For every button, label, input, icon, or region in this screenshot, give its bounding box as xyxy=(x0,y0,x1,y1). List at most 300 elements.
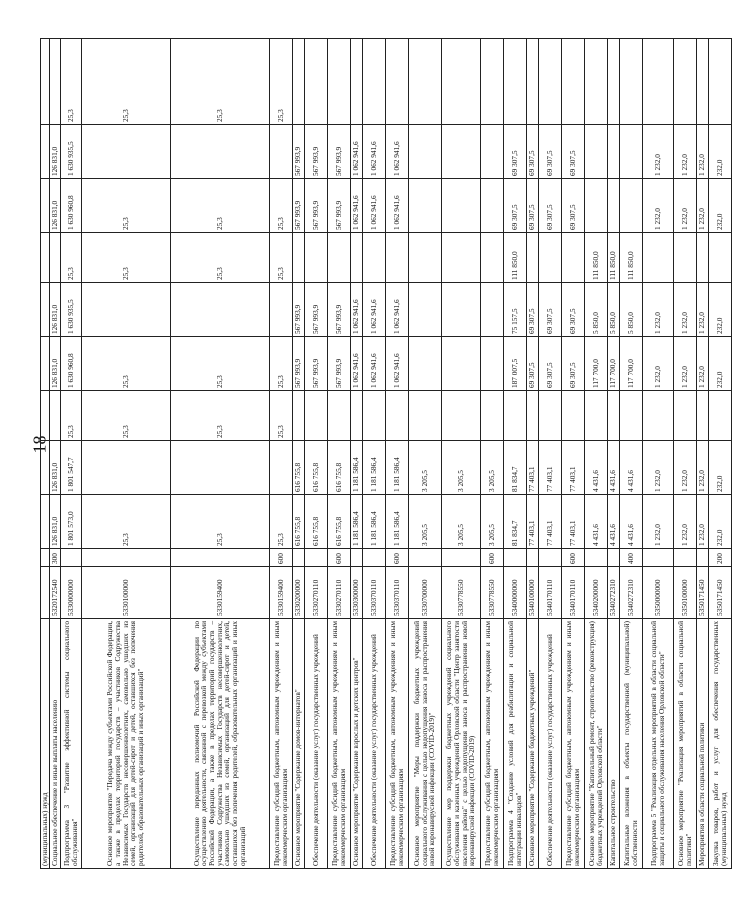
table-row xyxy=(269,39,292,869)
row-value xyxy=(441,233,480,283)
row-value: 4 431,6 xyxy=(619,441,642,495)
row-value: 25,3 xyxy=(60,233,81,283)
row-vr xyxy=(60,549,81,567)
row-name: Основное мероприятие "Реализация мероприятий в области социальной политики" xyxy=(673,619,696,869)
row-vr: 600 xyxy=(327,549,350,567)
row-value xyxy=(41,441,50,495)
row-value: 1 232,0 xyxy=(642,337,673,391)
row-value: 25,3 xyxy=(269,495,292,549)
row-value: 3 205,5 xyxy=(408,495,441,549)
row-value xyxy=(41,391,50,441)
row-value xyxy=(408,391,441,441)
table-row xyxy=(673,39,696,869)
row-value: 126 831,0 xyxy=(50,441,61,495)
row-name: Обеспечение деятельности (оказание услуг) государственных учреждений xyxy=(304,619,327,869)
table-row xyxy=(503,39,526,869)
row-value: 232,0 xyxy=(708,337,731,391)
row-value: 567 993,9 xyxy=(327,283,350,337)
row-name: Обеспечение деятельности (оказание услуг) государственных учреждений xyxy=(362,619,385,869)
row-value: 232,0 xyxy=(708,179,731,233)
row-value: 126 831,0 xyxy=(50,495,61,549)
row-value xyxy=(327,233,350,283)
row-value xyxy=(480,39,503,125)
row-value: 126 831,0 xyxy=(50,283,61,337)
row-vr: 400 xyxy=(619,549,642,567)
row-value xyxy=(81,441,170,495)
row-vr xyxy=(503,549,526,567)
row-name: Предоставление субсидий бюджетным, автономным учреждениям и иным некоммерческим организациям xyxy=(561,619,584,869)
row-value: 25,3 xyxy=(170,39,269,125)
row-value xyxy=(538,39,561,125)
row-value: 187 007,5 xyxy=(503,337,526,391)
row-value: 1 232,0 xyxy=(642,441,673,495)
row-value xyxy=(642,39,673,125)
row-value: 117 700,0 xyxy=(584,337,607,391)
row-value: 1 232,0 xyxy=(642,495,673,549)
table-row xyxy=(561,39,584,869)
row-value: 567 993,9 xyxy=(327,337,350,391)
row-value xyxy=(327,391,350,441)
row-value: 1 630 935,5 xyxy=(60,283,81,337)
table-row xyxy=(362,39,385,869)
row-value xyxy=(441,39,480,125)
row-value: 567 993,9 xyxy=(304,179,327,233)
table-row xyxy=(441,39,480,869)
row-value xyxy=(385,391,408,441)
row-value: 69 307,5 xyxy=(526,337,538,391)
row-value xyxy=(292,391,304,441)
page-number: 18 xyxy=(29,435,50,454)
row-name: Осуществление мер поддержки бюджетных учреждений социального обслуживания и казенных учреждений Орловской области "Центр занятости населения района" с целью недопущения заноса и распространения новой коронавирусной инфекции (COVID-2019) xyxy=(441,619,480,869)
row-value: 1 801 547,7 xyxy=(60,441,81,495)
row-value: 25,3 xyxy=(269,337,292,391)
row-value: 75 157,5 xyxy=(503,283,526,337)
table-row xyxy=(584,39,607,869)
row-value xyxy=(480,337,503,391)
row-vr xyxy=(538,549,561,567)
table-row xyxy=(696,39,708,869)
table-row xyxy=(642,39,673,869)
row-value: 25,3 xyxy=(170,495,269,549)
row-vr xyxy=(41,549,50,567)
row-value: 77 403,1 xyxy=(538,495,561,549)
row-value: 69 307,5 xyxy=(503,125,526,179)
row-value: 4 431,6 xyxy=(619,495,642,549)
table-row xyxy=(50,39,61,869)
row-value xyxy=(292,233,304,283)
row-name: Подпрограмма 4 "Создание условий для реабилитации и социальной интеграции инвалидов" xyxy=(503,619,526,869)
row-code: 5340272310 xyxy=(607,567,619,619)
row-code: 5350000000 xyxy=(642,567,673,619)
table-row xyxy=(408,39,441,869)
row-vr xyxy=(584,549,607,567)
row-value: 1 181 586,4 xyxy=(362,495,385,549)
row-value xyxy=(673,233,696,283)
row-value: 1 630 960,8 xyxy=(60,179,81,233)
row-value: 25,3 xyxy=(81,391,170,441)
row-value: 25,3 xyxy=(60,391,81,441)
row-vr xyxy=(292,549,304,567)
row-code: 5330700000 xyxy=(408,567,441,619)
row-vr xyxy=(350,549,362,567)
row-value: 1 630 960,8 xyxy=(60,337,81,391)
row-value xyxy=(170,283,269,337)
row-value: 1 062 941,6 xyxy=(362,283,385,337)
row-vr xyxy=(673,549,696,567)
row-value: 81 834,7 xyxy=(503,495,526,549)
row-name: Предоставление субсидий бюджетным, автономным учреждениям и иным некоммерческим организациям xyxy=(480,619,503,869)
row-name: Основное мероприятие "Меры поддержки бюджетных учреждений социального обслуживания с целью недопущения заноса и распространения новой коронавирусной инфекции (COVID-2019)" xyxy=(408,619,441,869)
row-value: 111 850,0 xyxy=(619,233,642,283)
row-code: 5330300000 xyxy=(350,567,362,619)
row-value: 25,3 xyxy=(81,179,170,233)
row-value xyxy=(385,233,408,283)
row-value: 77 403,1 xyxy=(561,441,584,495)
row-code: 5330778550 xyxy=(441,567,480,619)
row-vr xyxy=(526,549,538,567)
row-value xyxy=(81,283,170,337)
row-value xyxy=(269,125,292,179)
row-value: 69 307,5 xyxy=(538,179,561,233)
row-value xyxy=(408,179,441,233)
row-value xyxy=(81,125,170,179)
row-value: 232,0 xyxy=(708,283,731,337)
row-value: 69 307,5 xyxy=(503,179,526,233)
row-value: 77 403,1 xyxy=(526,495,538,549)
row-value xyxy=(441,125,480,179)
row-code: 5350100000 xyxy=(673,567,696,619)
row-value: 69 307,5 xyxy=(561,283,584,337)
row-value xyxy=(385,39,408,125)
row-vr: 600 xyxy=(269,549,292,567)
row-name: Основное мероприятие "Содержание взрослых и детских центров" xyxy=(350,619,362,869)
row-value: 616 755,8 xyxy=(304,441,327,495)
row-value: 1 062 941,6 xyxy=(350,179,362,233)
row-value xyxy=(673,39,696,125)
row-value: 25,3 xyxy=(269,179,292,233)
row-value xyxy=(41,283,50,337)
row-value xyxy=(584,125,607,179)
row-value xyxy=(584,179,607,233)
row-name: Осуществление переданных полномочий Российской Федерации по осуществлению деятельности, связанной с перевозкой между субъектами Российской Федерации, а также в пределах территорий государств – участников Содружества Независимых Государств несовершеннолетних, самовольно ушедших из семей, организаций для детей-сирот и детей, оставшихся без попечения родителей, образовательных организаций и иных организаций xyxy=(170,619,269,869)
row-value: 1 232,0 xyxy=(673,283,696,337)
row-value: 77 403,1 xyxy=(538,441,561,495)
row-value xyxy=(696,39,708,125)
row-value: 1 062 941,6 xyxy=(385,337,408,391)
row-vr: 200 xyxy=(708,549,731,567)
row-value: 5 850,0 xyxy=(584,283,607,337)
row-vr xyxy=(607,549,619,567)
row-value: 1 062 941,6 xyxy=(350,125,362,179)
row-name: Капитальные вложения в объекты государственной (муниципальной) собственности xyxy=(619,619,642,869)
row-code: 5330100000 xyxy=(81,567,170,619)
table-row xyxy=(170,39,269,869)
table-row xyxy=(41,39,50,869)
row-value: 567 993,9 xyxy=(304,125,327,179)
row-code: 5330159400 xyxy=(269,567,292,619)
table-row xyxy=(385,39,408,869)
row-value xyxy=(696,391,708,441)
row-value xyxy=(408,283,441,337)
row-code: 5330270110 xyxy=(327,567,350,619)
row-value: 3 205,5 xyxy=(441,441,480,495)
row-value: 69 307,5 xyxy=(538,283,561,337)
row-value: 111 850,0 xyxy=(503,233,526,283)
row-value xyxy=(607,391,619,441)
row-value xyxy=(350,391,362,441)
row-value: 3 205,5 xyxy=(408,441,441,495)
row-name: Предоставление субсидий бюджетным, автономным учреждениям и иным некоммерческим организациям xyxy=(269,619,292,869)
row-value xyxy=(503,39,526,125)
row-value xyxy=(526,39,538,125)
row-value xyxy=(480,233,503,283)
row-value xyxy=(607,125,619,179)
row-value: 1 062 941,6 xyxy=(385,125,408,179)
row-value: 81 834,7 xyxy=(503,441,526,495)
row-value xyxy=(503,391,526,441)
row-value: 1 062 941,6 xyxy=(350,337,362,391)
row-value: 25,3 xyxy=(170,179,269,233)
row-value: 5 850,0 xyxy=(607,283,619,337)
row-vr xyxy=(642,549,673,567)
row-value: 25,3 xyxy=(60,39,81,125)
row-value xyxy=(50,391,61,441)
row-value xyxy=(607,179,619,233)
row-code: 5330159400 xyxy=(170,567,269,619)
row-value: 117 700,0 xyxy=(607,337,619,391)
table-row xyxy=(526,39,538,869)
row-value: 126 831,0 xyxy=(50,179,61,233)
row-value xyxy=(584,39,607,125)
row-code: 5350171450 xyxy=(696,567,708,619)
row-value: 567 993,9 xyxy=(327,125,350,179)
row-value: 616 755,8 xyxy=(327,441,350,495)
row-value xyxy=(708,391,731,441)
row-value: 232,0 xyxy=(708,495,731,549)
row-value: 77 403,1 xyxy=(561,495,584,549)
row-value: 25,3 xyxy=(170,391,269,441)
row-value: 1 062 941,6 xyxy=(362,337,385,391)
row-name: Обеспечение деятельности (оказание услуг) государственных учреждений xyxy=(538,619,561,869)
row-value: 25,3 xyxy=(269,233,292,283)
row-value: 1 232,0 xyxy=(673,441,696,495)
row-value: 1 062 941,6 xyxy=(385,179,408,233)
row-value xyxy=(362,233,385,283)
row-code: 5330000000 xyxy=(60,567,81,619)
row-value xyxy=(304,233,327,283)
row-value: 3 205,5 xyxy=(480,441,503,495)
row-value: 126 831,0 xyxy=(50,337,61,391)
row-value xyxy=(561,233,584,283)
row-value xyxy=(269,441,292,495)
row-value: 69 307,5 xyxy=(538,337,561,391)
row-name: Основное мероприятие "Передача между субъектами Российской Федерации, а также в пределах территорий государств – участников Содружества Независимых Государств несовершеннолетних, самовольно ушедших из семей, организаций для детей-сирот и детей, оставшихся без попечения родителей, образовательных организаций и иных организаций" xyxy=(81,619,170,869)
row-vr: 600 xyxy=(480,549,503,567)
row-vr xyxy=(170,549,269,567)
table-row xyxy=(304,39,327,869)
row-value xyxy=(362,391,385,441)
row-value xyxy=(441,283,480,337)
row-value: 1 232,0 xyxy=(673,179,696,233)
row-value: 69 307,5 xyxy=(526,125,538,179)
row-vr xyxy=(362,549,385,567)
row-value xyxy=(619,39,642,125)
row-value: 3 205,5 xyxy=(441,495,480,549)
row-code: 5350171450 xyxy=(708,567,731,619)
row-value xyxy=(408,337,441,391)
row-value: 1 801 573,0 xyxy=(60,495,81,549)
row-code: 5340200000 xyxy=(584,567,607,619)
row-value: 25,3 xyxy=(170,337,269,391)
row-value: 567 993,9 xyxy=(304,337,327,391)
row-value xyxy=(619,391,642,441)
row-value xyxy=(673,391,696,441)
row-code: 5330370110 xyxy=(362,567,385,619)
row-value: 4 431,6 xyxy=(584,495,607,549)
row-value: 69 307,5 xyxy=(526,283,538,337)
row-value: 25,3 xyxy=(269,39,292,125)
row-value xyxy=(50,233,61,283)
row-value: 1 232,0 xyxy=(696,179,708,233)
row-value: 1 232,0 xyxy=(696,337,708,391)
row-value xyxy=(408,233,441,283)
table-row xyxy=(60,39,81,869)
row-name: Закупка товаров, работ и услуг для обеспечения государственных (муниципальных) нужд xyxy=(708,619,731,869)
row-name: (муниципальных) нужд xyxy=(41,619,50,869)
row-value xyxy=(708,233,731,283)
row-value: 1 232,0 xyxy=(673,125,696,179)
row-value: 1 232,0 xyxy=(696,441,708,495)
row-name: Предоставление субсидий бюджетным, автономным учреждениям и иным некоммерческим организациям xyxy=(327,619,350,869)
row-value xyxy=(642,233,673,283)
row-value xyxy=(350,233,362,283)
row-value xyxy=(50,39,61,125)
row-value xyxy=(170,441,269,495)
row-value: 232,0 xyxy=(708,125,731,179)
row-value xyxy=(480,283,503,337)
row-value xyxy=(408,39,441,125)
row-value: 69 307,5 xyxy=(561,125,584,179)
row-value: 616 755,8 xyxy=(327,495,350,549)
row-value: 567 993,9 xyxy=(292,283,304,337)
row-value xyxy=(41,179,50,233)
row-code: 5330270110 xyxy=(304,567,327,619)
row-value: 1 232,0 xyxy=(673,495,696,549)
row-value: 1 062 941,6 xyxy=(385,283,408,337)
table-row xyxy=(327,39,350,869)
row-value: 1 232,0 xyxy=(696,283,708,337)
row-value xyxy=(41,337,50,391)
row-value xyxy=(708,39,731,125)
row-code: 5330370110 xyxy=(385,567,408,619)
row-name: Основное мероприятие "Содержание бюджетных учреждений" xyxy=(526,619,538,869)
row-value: 111 850,0 xyxy=(584,233,607,283)
row-value: 69 307,5 xyxy=(561,179,584,233)
row-code: 5340170110 xyxy=(561,567,584,619)
row-vr: 600 xyxy=(561,549,584,567)
row-value: 4 431,6 xyxy=(584,441,607,495)
row-value: 567 993,9 xyxy=(292,179,304,233)
row-value xyxy=(304,391,327,441)
row-value: 25,3 xyxy=(269,391,292,441)
row-code: 5340170110 xyxy=(538,567,561,619)
table-row xyxy=(607,39,619,869)
row-vr: 300 xyxy=(50,549,61,567)
row-value: 4 431,6 xyxy=(607,495,619,549)
row-value xyxy=(269,283,292,337)
row-vr xyxy=(81,549,170,567)
row-value xyxy=(362,39,385,125)
row-vr xyxy=(441,549,480,567)
row-value xyxy=(41,495,50,549)
row-code: 5330200000 xyxy=(292,567,304,619)
row-value: 1 181 586,4 xyxy=(350,495,362,549)
row-value: 1 232,0 xyxy=(642,283,673,337)
row-vr xyxy=(304,549,327,567)
row-value xyxy=(696,233,708,283)
row-name: Социальное обеспечение и иные выплаты населению xyxy=(50,619,61,869)
row-value xyxy=(170,125,269,179)
row-value: 25,3 xyxy=(81,39,170,125)
row-code: 5340272310 xyxy=(619,567,642,619)
row-vr: 600 xyxy=(385,549,408,567)
row-code: 5340100000 xyxy=(526,567,538,619)
row-value: 567 993,9 xyxy=(292,125,304,179)
row-value xyxy=(350,39,362,125)
row-value: 25,3 xyxy=(81,337,170,391)
row-value: 1 232,0 xyxy=(696,125,708,179)
row-value: 69 307,5 xyxy=(526,179,538,233)
row-name: Предоставление субсидий бюджетным, автономным учреждениям и иным некоммерческим организациям xyxy=(385,619,408,869)
row-value: 1 062 941,6 xyxy=(350,283,362,337)
row-value xyxy=(327,39,350,125)
row-value: 69 307,5 xyxy=(538,125,561,179)
row-value xyxy=(41,39,50,125)
row-value xyxy=(408,125,441,179)
row-value: 567 993,9 xyxy=(304,283,327,337)
row-value: 1 181 586,4 xyxy=(385,441,408,495)
row-value xyxy=(41,125,50,179)
row-value: 567 993,9 xyxy=(292,337,304,391)
budget-table xyxy=(40,38,732,869)
row-value xyxy=(480,125,503,179)
row-code: 5320172540 xyxy=(50,567,61,619)
table-body xyxy=(41,39,732,869)
row-value xyxy=(561,39,584,125)
row-value: 616 755,8 xyxy=(304,495,327,549)
table-row xyxy=(538,39,561,869)
budget-table-rotated xyxy=(40,39,728,869)
row-name: Основное мероприятие "Капитальный ремонт, строительство (реконструкция) бюджетных учреждений Орловской области" xyxy=(584,619,607,869)
row-value xyxy=(642,391,673,441)
row-vr xyxy=(696,549,708,567)
row-value: 5 850,0 xyxy=(619,283,642,337)
row-value: 25,3 xyxy=(170,233,269,283)
row-value: 25,3 xyxy=(81,495,170,549)
row-value: 126 831,0 xyxy=(50,125,61,179)
row-value xyxy=(607,39,619,125)
row-value: 1 232,0 xyxy=(642,179,673,233)
row-value xyxy=(561,391,584,441)
row-value: 1 062 941,6 xyxy=(362,125,385,179)
row-code: 5330778550 xyxy=(480,567,503,619)
row-name: Капитальное строительство xyxy=(607,619,619,869)
row-value xyxy=(41,233,50,283)
table-row xyxy=(81,39,170,869)
row-value: 25,3 xyxy=(81,233,170,283)
row-value xyxy=(538,233,561,283)
row-vr xyxy=(408,549,441,567)
